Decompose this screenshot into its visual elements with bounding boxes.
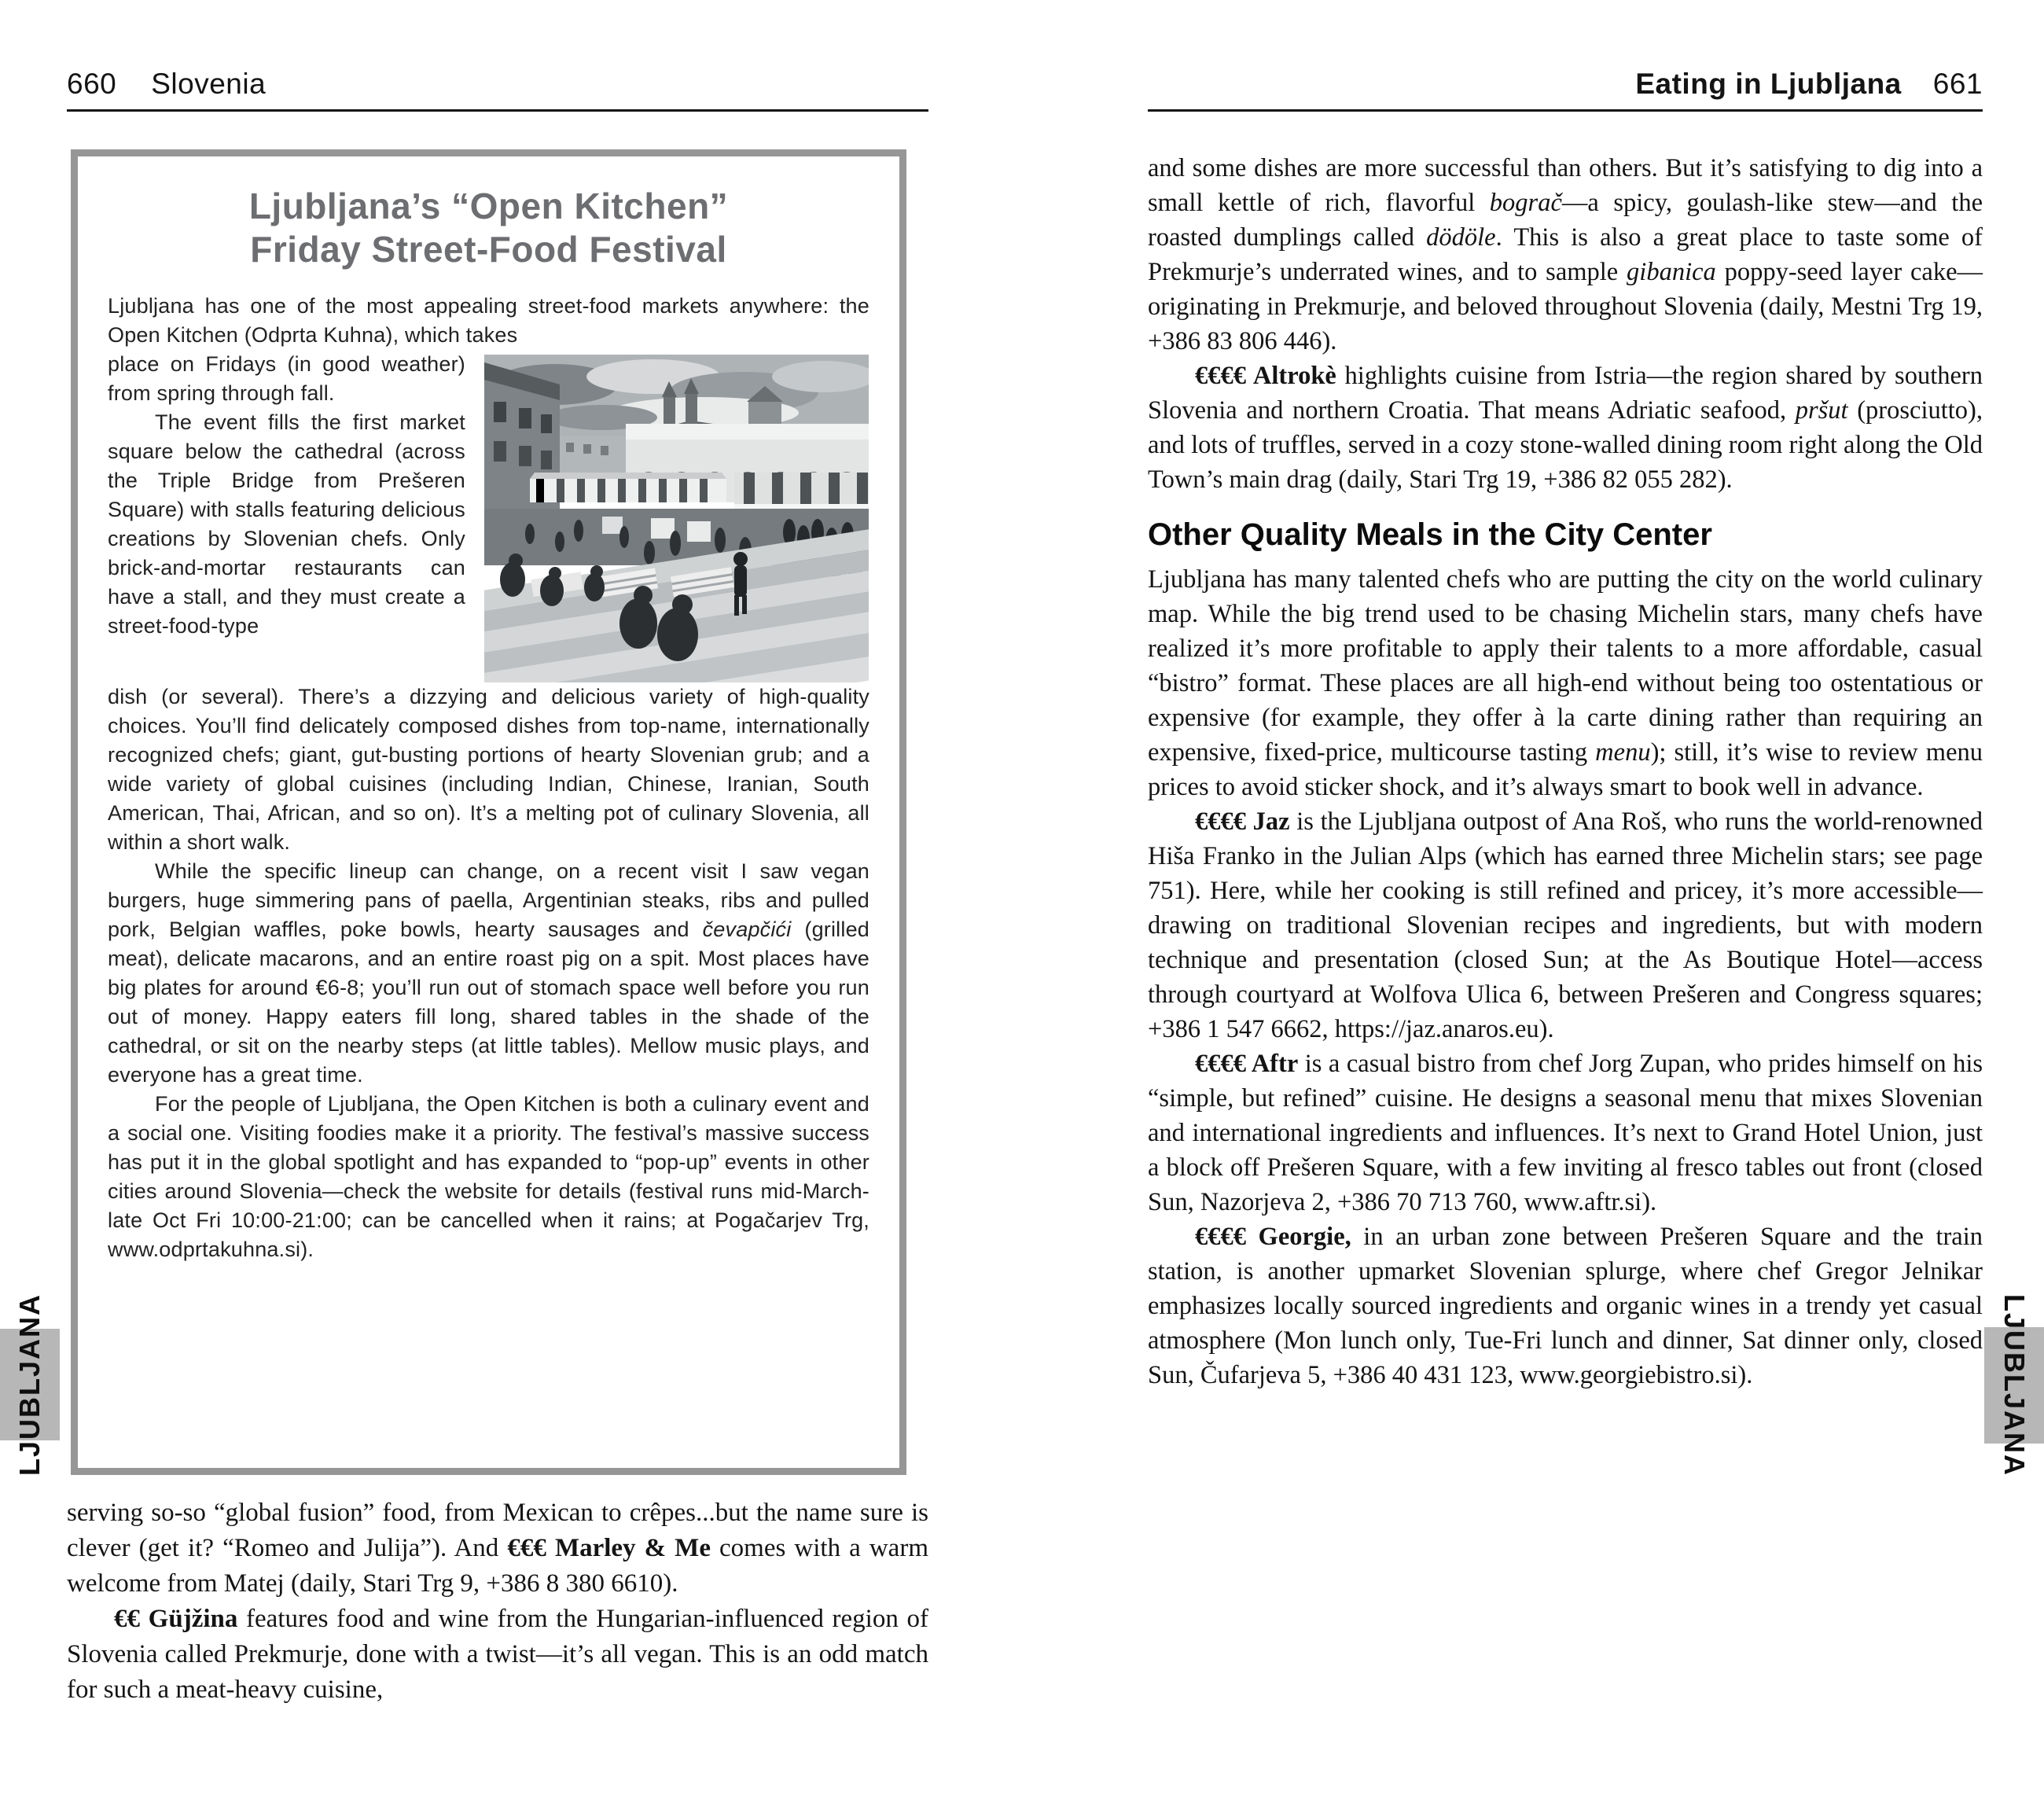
chapter-tab-left	[0, 1293, 60, 1477]
text-segment: €€ Güjžina	[114, 1605, 238, 1633]
sidebar-people-paragraph: For the people of Ljubljana, the Open Kitchen is both a culinary event and a social one. Visiting foodies make it a priority. The festival’s massive success has put it in the global spotlight and has expanded to “pop-up” events in other cities around Slovenia—check the website for details (festival runs mid-March-late Oct Fri 10:00-21:00; can be cancelled when it rains; at Pogačarjev Trg, www.odprtakuhna.si).	[108, 1092, 869, 1262]
text-segment: highlights cuisine from Istria—the region shared by southern Slovenia and northern Croatia. That means Adriatic seafood,	[1148, 362, 1983, 425]
body-paragraph	[1148, 151, 1983, 359]
chapter-tab-left-label: LJUBLJANA	[13, 1293, 46, 1477]
text-segment: poppy-seed layer cake—originating in Prekmurje, and beloved throughout Slovenia (daily, Mestni Trg 19, +386 83 806 446).	[1148, 258, 1983, 355]
left-page-body	[67, 1495, 928, 1708]
left-running-head	[67, 68, 928, 101]
text-segment: is a casual bistro from chef Jorg Zupan, who prides himself on his “simple, but refined” cuisine. He designs a seasonal menu that mixes Slovenian and international ingredients and influences. It’s next to Grand Hotel Union, just a block off Prešeren Square, with a few inviting al fresco tables out front (closed Sun, Nazorjeva 2, +386 70 713 760, www.aftr.si).	[1148, 1050, 1983, 1216]
sidebar-photo-row	[108, 350, 869, 682]
sidebar-title	[108, 185, 869, 271]
text-segment: Ljubljana has many talented chefs who are putting the city on the world culinary map. While the big trend used to be chasing Michelin stars, many chefs have realized it’s more profitable to apply their talents to a more affordable, casual “bistro” format. These places are all high-end without being too ostentatious or expensive (for example, they offer à la carte dining rather than requiring an expensive, fixed-price, multicourse tasting	[1148, 565, 1983, 767]
sidebar-event-paragraph: The event fills the first market square below the cathedral (across the Triple Bridge from Prešeren Square) with stalls featuring delicious creations by Slovenian chefs. Only brick-and-mortar restaurants can have a stall, and they must create a street-food-type	[108, 410, 465, 638]
text-segment: pršut	[1795, 396, 1848, 425]
sidebar-wrap-column	[108, 350, 465, 641]
sidebar-event-continued: dish (or several). There’s a dizzying and delicious variety of high-quality choices. You’ll find delicately composed dishes from top-name, internationally recognized chefs; giant, gut-busting portions of hearty Slovenian grub; and a wide variety of global cuisines (including Indian, Chinese, Iranian, South American, Thai, African, and so on). It’s a melting pot of culinary Slovenia, all within a short walk.	[108, 685, 869, 855]
text-segment: . This is also a great place to taste some of Prekmurje’s underrated wines, and to sample	[1148, 223, 1983, 286]
text-segment: (prosciutto), and lots of truffles, served in a cozy stone-walled dining room right along the Old Town’s main drag (daily, Stari Trg 19, +386 82 055 282).	[1148, 396, 1983, 494]
text-segment: €€€€ Altrokè	[1195, 362, 1336, 390]
text-segment: dödöle	[1426, 223, 1496, 252]
text-segment: bograč	[1489, 189, 1562, 217]
right-running-head	[1148, 68, 1983, 101]
text-segment: comes with a warm welcome from Matej (daily, Stari Trg 9, +386 8 380 6610).	[67, 1534, 928, 1598]
sidebar-lineup-paragraph	[108, 857, 869, 1090]
body-paragraph	[1148, 359, 1983, 497]
text-segment: €€€€ Aftr	[1195, 1050, 1299, 1078]
text-segment: features food and wine from the Hungarian-influenced region of Slovenia called Prekmurje, done with a twist—it’s all vegan. This is an odd match for such a meat-heavy cuisine,	[67, 1605, 928, 1704]
text-segment: in an urban zone between Prešeren Square and the train station, is another upmarket Slovenian splurge, where chef Gregor Jelnikar emphasizes locally sourced ingredients and organic wines in a trendy yet casual atmosphere (Mon lunch only, Tue-Fri lunch and dinner, Sat dinner only, closed Sun, Čufarjeva 5, +386 40 431 123, www.georgiebistro.si).	[1148, 1223, 1983, 1389]
text-segment: serving so-so “global fusion” food, from Mexican to crêpes...but the name sure is clever (get it? “Romeo and Julija”). And	[67, 1499, 928, 1562]
text-segment: čevapčići	[702, 918, 792, 942]
text-segment: €€€€ Jaz	[1195, 807, 1290, 836]
sidebar-intro-lead: Ljubljana has one of the most appealing street-food markets anywhere: the Open Kitchen (Odprta Kuhna), which takes	[108, 294, 869, 348]
open-kitchen-sidebar	[71, 149, 906, 1475]
sidebar-intro-wrap: place on Fridays (in good weather) from spring through fall.	[108, 352, 465, 406]
body-paragraph	[1148, 1219, 1983, 1392]
text-segment: (grilled meat), delicate macarons, and an entire roast pig on a spit. Most places have big plates for around €6-8; you’ll run out of stomach space well before you run out of money. Happy eaters fill long, shared tables in the shade of the cathedral, or sit on the nearby steps (at little tables). Mellow music plays, and everyone has a great time.	[108, 918, 870, 1087]
street-food-festival-photo	[484, 355, 869, 682]
chapter-tab-right	[1984, 1293, 2044, 1477]
festival-photo-illustration	[484, 355, 869, 682]
body-paragraph	[1148, 804, 1983, 1046]
body-paragraph	[67, 1495, 928, 1602]
text-segment: €€€ Marley & Me	[507, 1534, 711, 1562]
left-head-rule	[67, 109, 928, 112]
left-section-title: Slovenia	[151, 68, 267, 100]
body-paragraph	[1148, 562, 1983, 804]
body-paragraph	[1148, 1046, 1983, 1219]
sidebar-title-line1: Ljubljana’s “Open Kitchen”	[248, 186, 729, 226]
right-head-rule	[1148, 109, 1983, 112]
text-segment: is the Ljubljana outpost of Ana Roš, who runs the world-renowned Hiša Franko in the Julian Alps (which has earned three Michelin stars; see page 751). Here, while her cooking is still refined and pricey, it’s more accessible—drawing on traditional Slovenian recipes and ingredients, but with modern technique and presentation (closed Sun; at the As Boutique Hotel—access through courtyard at Wolfova Ulica 6, between Prešeren and Congress squares; +386 1 547 6662, https://jaz.anaros.eu).	[1148, 807, 1983, 1043]
text-segment: menu	[1595, 738, 1651, 767]
right-page-body	[1148, 151, 1983, 1392]
body-paragraph	[67, 1602, 928, 1708]
chapter-tab-right-label: LJUBLJANA	[1998, 1293, 2031, 1477]
text-segment: and some dishes are more successful than others. But it’s satisfying to dig into a small kettle of rich, flavorful	[1148, 154, 1983, 217]
text-segment: ); still, it’s wise to review menu prices to avoid sticker shock, and it’s always smart to book well in advance.	[1148, 738, 1983, 801]
sidebar-title-line2: Friday Street-Food Festival	[250, 229, 727, 270]
text-segment: —a spicy, goulash-like stew—and the roasted dumplings called	[1148, 189, 1983, 252]
right-page-number: 661	[1932, 68, 1983, 100]
text-segment: €€€€ Georgie,	[1195, 1223, 1351, 1251]
section-heading: Other Quality Meals in the City Center	[1148, 517, 1712, 552]
text-segment: gibanica	[1627, 258, 1716, 286]
right-section-title: Eating in Ljubljana	[1635, 68, 1902, 100]
left-page-number: 660	[67, 68, 117, 100]
text-segment: While the specific lineup can change, on a recent visit I saw vegan burgers, huge simmering pans of paella, Argentinian steaks, ribs and pulled pork, Belgian waffles, poke bowls, hearty sausages and	[108, 859, 869, 942]
